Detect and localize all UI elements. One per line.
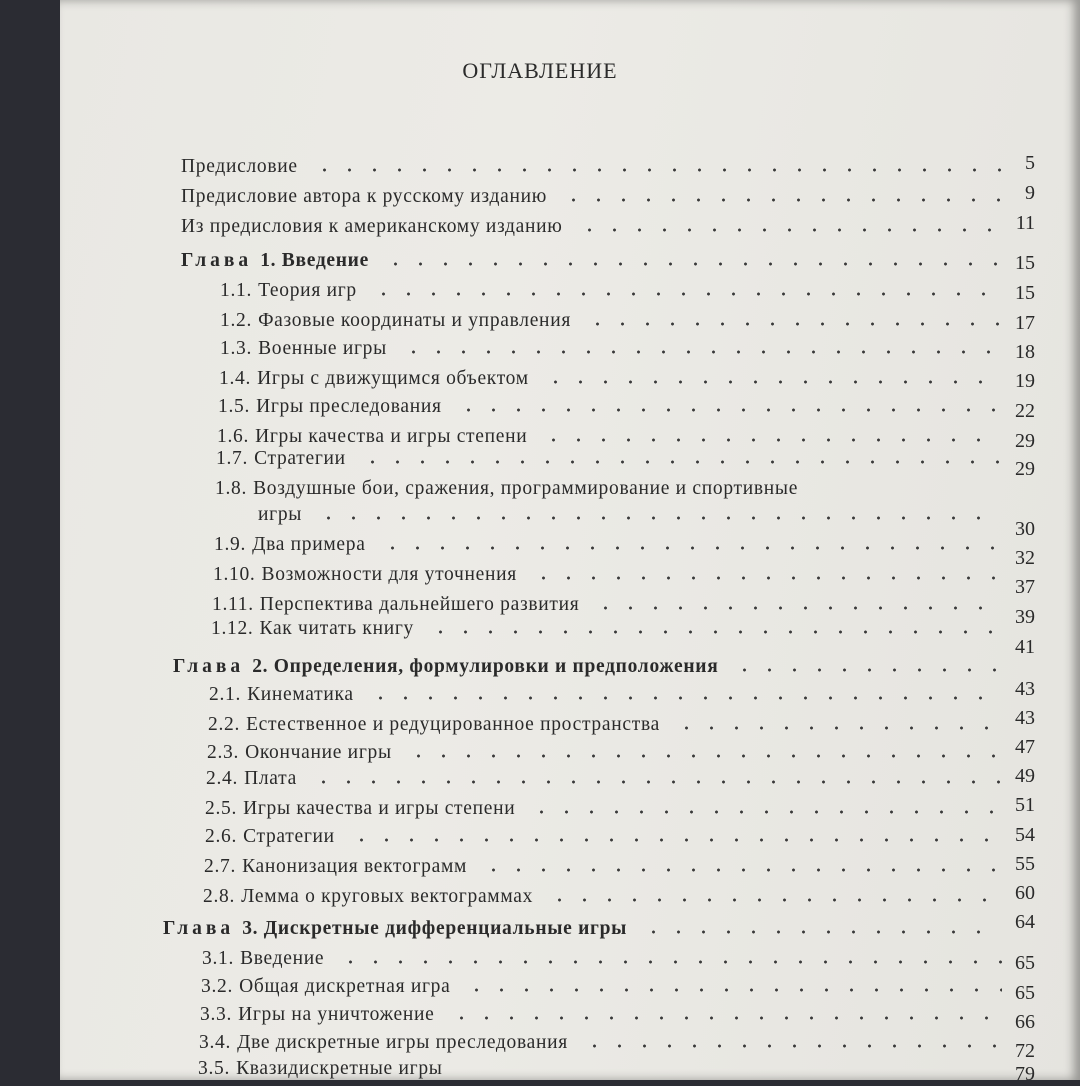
section-number: 1.4. <box>219 368 252 389</box>
section-number: 1.12. <box>211 618 254 639</box>
leader-dots <box>456 407 1002 413</box>
toc-entry-label: Предисловие автора к русскому изданию <box>181 186 547 207</box>
toc-page-number: 43 <box>1015 678 1035 700</box>
toc-page-number: 51 <box>1015 794 1035 816</box>
toc-entry-label: Возможности для уточнения <box>261 564 517 585</box>
chapter-heading[interactable] <box>163 912 1010 940</box>
leader-dots <box>371 291 1002 297</box>
leader-dots <box>593 605 1002 611</box>
chapter-heading[interactable] <box>181 244 1010 272</box>
toc-entry[interactable] <box>214 528 1010 556</box>
leader-dots <box>311 779 1002 785</box>
toc-entry[interactable] <box>181 210 1010 238</box>
section-number: 1.11. <box>212 594 254 615</box>
toc-entry-label: Теория игр <box>258 280 357 301</box>
leader-dots <box>380 545 1002 551</box>
toc-entry-label: Канонизация вектограмм <box>242 856 468 877</box>
chapter-title: 3. Дискретные дифференциальные игры <box>242 918 628 939</box>
leader-dots <box>582 1043 1002 1049</box>
toc-page-number: 15 <box>1015 282 1035 304</box>
toc-page-number: 30 <box>1015 518 1035 540</box>
leader-dots <box>401 349 1002 355</box>
chapter-title: 2. Определения, формулировки и предположения <box>252 656 719 677</box>
leader-dots <box>406 753 1002 759</box>
toc-entry-label: Предисловие <box>181 156 298 177</box>
toc-entry-label: Два примера <box>252 534 366 555</box>
toc-page-number: 11 <box>1015 212 1035 234</box>
toc-page-number: 49 <box>1015 765 1035 787</box>
toc-entry[interactable] <box>199 1026 1010 1054</box>
chapter-word: Глава <box>173 656 245 677</box>
toc-entry-label: Естественное и редуцированное пространства <box>246 714 660 735</box>
toc-entry[interactable] <box>207 736 1010 764</box>
chapter-title: 1. Введение <box>260 250 369 271</box>
toc-entry-label: игры <box>258 504 303 525</box>
leader-dots <box>349 837 1002 843</box>
toc-entry[interactable] <box>213 558 1010 586</box>
toc-entry[interactable] <box>220 304 1010 332</box>
toc-page-number: 29 <box>1015 458 1035 480</box>
chapter-word: Глава <box>181 250 253 271</box>
toc-page-number: 65 <box>1015 982 1035 1004</box>
toc-entry[interactable] <box>208 708 1010 736</box>
leader-dots <box>529 809 1002 815</box>
leader-dots <box>338 959 1002 965</box>
toc-page-number: 37 <box>1015 576 1035 598</box>
toc-page-number: 39 <box>1015 606 1035 628</box>
toc-entry[interactable] <box>202 942 1010 970</box>
toc-page-number: 9 <box>1025 182 1035 204</box>
toc-entry[interactable] <box>216 442 1010 470</box>
leader-dots <box>360 459 1002 465</box>
toc-entry[interactable] <box>181 150 1010 178</box>
toc-entry-label: Игры с движущимся объектом <box>257 368 529 389</box>
toc-entry-label: Общая дискретная игра <box>239 976 451 997</box>
section-number: 2.1. <box>209 684 242 705</box>
toc-page-number: 5 <box>1025 152 1035 174</box>
toc-entry-label: Кинематика <box>247 684 354 705</box>
toc-entry[interactable] <box>205 792 1010 820</box>
toc-entry-label: Окончание игры <box>245 742 392 763</box>
leader-dots <box>383 261 1002 267</box>
toc-entry-label: Перспектива дальнейшего развития <box>259 594 580 615</box>
toc-entry-label: Игры преследования <box>256 396 442 417</box>
toc-entry[interactable] <box>211 612 1010 640</box>
toc-entry-label: Две дискретные игры преследования <box>237 1032 568 1053</box>
section-number: 1.6. <box>217 426 250 447</box>
leader-dots <box>428 629 1002 635</box>
section-number: 3.1. <box>202 948 235 969</box>
section-number: 2.2. <box>208 714 241 735</box>
toc-entry-label: Воздушные бои, сражения, программирование и спортивные <box>253 478 799 499</box>
toc-page-number: 55 <box>1015 853 1035 875</box>
leader-dots <box>316 515 1002 521</box>
toc-page-number: 79 <box>1015 1063 1035 1085</box>
toc-page-number: 29 <box>1015 430 1035 452</box>
leader-dots <box>481 867 1002 873</box>
toc-entry-label: Игры качества и игры степени <box>255 426 528 447</box>
toc-entry[interactable] <box>181 180 1010 208</box>
toc-page-number: 15 <box>1015 252 1035 274</box>
toc-page-number: 22 <box>1015 400 1035 422</box>
toc-entry[interactable] <box>209 678 1010 706</box>
section-number: 2.6. <box>205 826 238 847</box>
toc-page-number: 32 <box>1015 547 1035 569</box>
section-number: 2.8. <box>203 886 236 907</box>
section-number: 2.3. <box>207 742 240 763</box>
toc-entry-label: Квазидискретные игры <box>236 1058 443 1079</box>
leader-dots <box>464 987 1002 993</box>
leader-dots <box>312 167 1002 173</box>
leader-dots <box>577 227 1002 233</box>
toc-entry-continuation[interactable] <box>258 498 1010 526</box>
toc-page-number: 43 <box>1015 707 1035 729</box>
section-number: 1.7. <box>216 448 249 469</box>
page-title: ОГЛАВЛЕНИЕ <box>462 58 618 83</box>
toc-entry-label: Стратегии <box>243 826 335 847</box>
section-number: 1.1. <box>220 280 253 301</box>
toc-entry-label: Игры на уничтожение <box>238 1004 435 1025</box>
toc-entry-label: Введение <box>240 948 325 969</box>
leader-dots <box>641 929 1002 935</box>
leader-dots <box>561 197 1002 203</box>
section-number: 3.5. <box>198 1058 231 1079</box>
section-number: 3.3. <box>200 1004 233 1025</box>
toc-page-number: 19 <box>1015 370 1035 392</box>
toc-entry-label: Как читать книгу <box>259 618 414 639</box>
section-number: 1.8. <box>215 478 248 499</box>
leader-dots <box>732 667 1002 673</box>
toc-entry[interactable] <box>204 850 1010 878</box>
leader-dots <box>531 575 1002 581</box>
toc-page-number: 66 <box>1015 1011 1035 1033</box>
section-number: 1.9. <box>214 534 247 555</box>
toc-entry-label: Военные игры <box>258 338 387 359</box>
toc-entry-label: Лемма о круговых вектограммах <box>241 886 534 907</box>
toc-entry[interactable] <box>203 880 1010 908</box>
chapter-word: Глава <box>163 918 235 939</box>
toc-page-number: 72 <box>1015 1040 1035 1062</box>
leader-dots <box>368 695 1002 701</box>
toc-entry-label: Игры качества и игры степени <box>243 798 516 819</box>
leader-dots <box>547 897 1002 903</box>
toc-page-number: 54 <box>1015 824 1035 846</box>
toc-entry[interactable] <box>220 332 1010 360</box>
section-number: 2.4. <box>206 768 239 789</box>
toc-entry[interactable] <box>206 762 1010 790</box>
toc-page-number: 47 <box>1015 736 1035 758</box>
toc-entry[interactable] <box>218 390 1010 418</box>
toc-entry-label: Стратегии <box>254 448 346 469</box>
toc-page-number: 17 <box>1015 312 1035 334</box>
leader-dots <box>585 321 1002 327</box>
toc-entry-label: Фазовые координаты и управления <box>258 310 571 331</box>
section-number: 2.7. <box>204 856 237 877</box>
section-number: 3.4. <box>199 1032 232 1053</box>
section-number: 2.5. <box>205 798 238 819</box>
toc-entry[interactable] <box>201 970 1010 998</box>
toc-entry[interactable] <box>215 472 1015 500</box>
section-number: 3.2. <box>201 976 234 997</box>
toc-entry-label: Из предисловия к американскому изданию <box>181 216 563 237</box>
chapter-heading[interactable] <box>173 650 1010 678</box>
section-number: 1.3. <box>220 338 253 359</box>
toc-entry[interactable] <box>205 820 1010 848</box>
toc-entry[interactable] <box>220 274 1010 302</box>
toc-entry-label: Плата <box>244 768 297 789</box>
section-number: 1.2. <box>220 310 253 331</box>
toc-page-number: 65 <box>1015 952 1035 974</box>
toc-entry[interactable] <box>200 998 1010 1026</box>
toc-entry[interactable] <box>198 1052 1010 1080</box>
leader-dots <box>674 725 1002 731</box>
section-number: 1.5. <box>218 396 251 417</box>
toc-page-number: 18 <box>1015 341 1035 363</box>
leader-dots <box>543 379 1002 385</box>
toc-page-number: 41 <box>1015 636 1035 658</box>
toc-page-number: 60 <box>1015 882 1035 904</box>
toc-entry[interactable] <box>219 362 1010 390</box>
section-number: 1.10. <box>213 564 256 585</box>
leader-dots <box>449 1015 1003 1021</box>
toc-page-number: 64 <box>1015 911 1035 933</box>
